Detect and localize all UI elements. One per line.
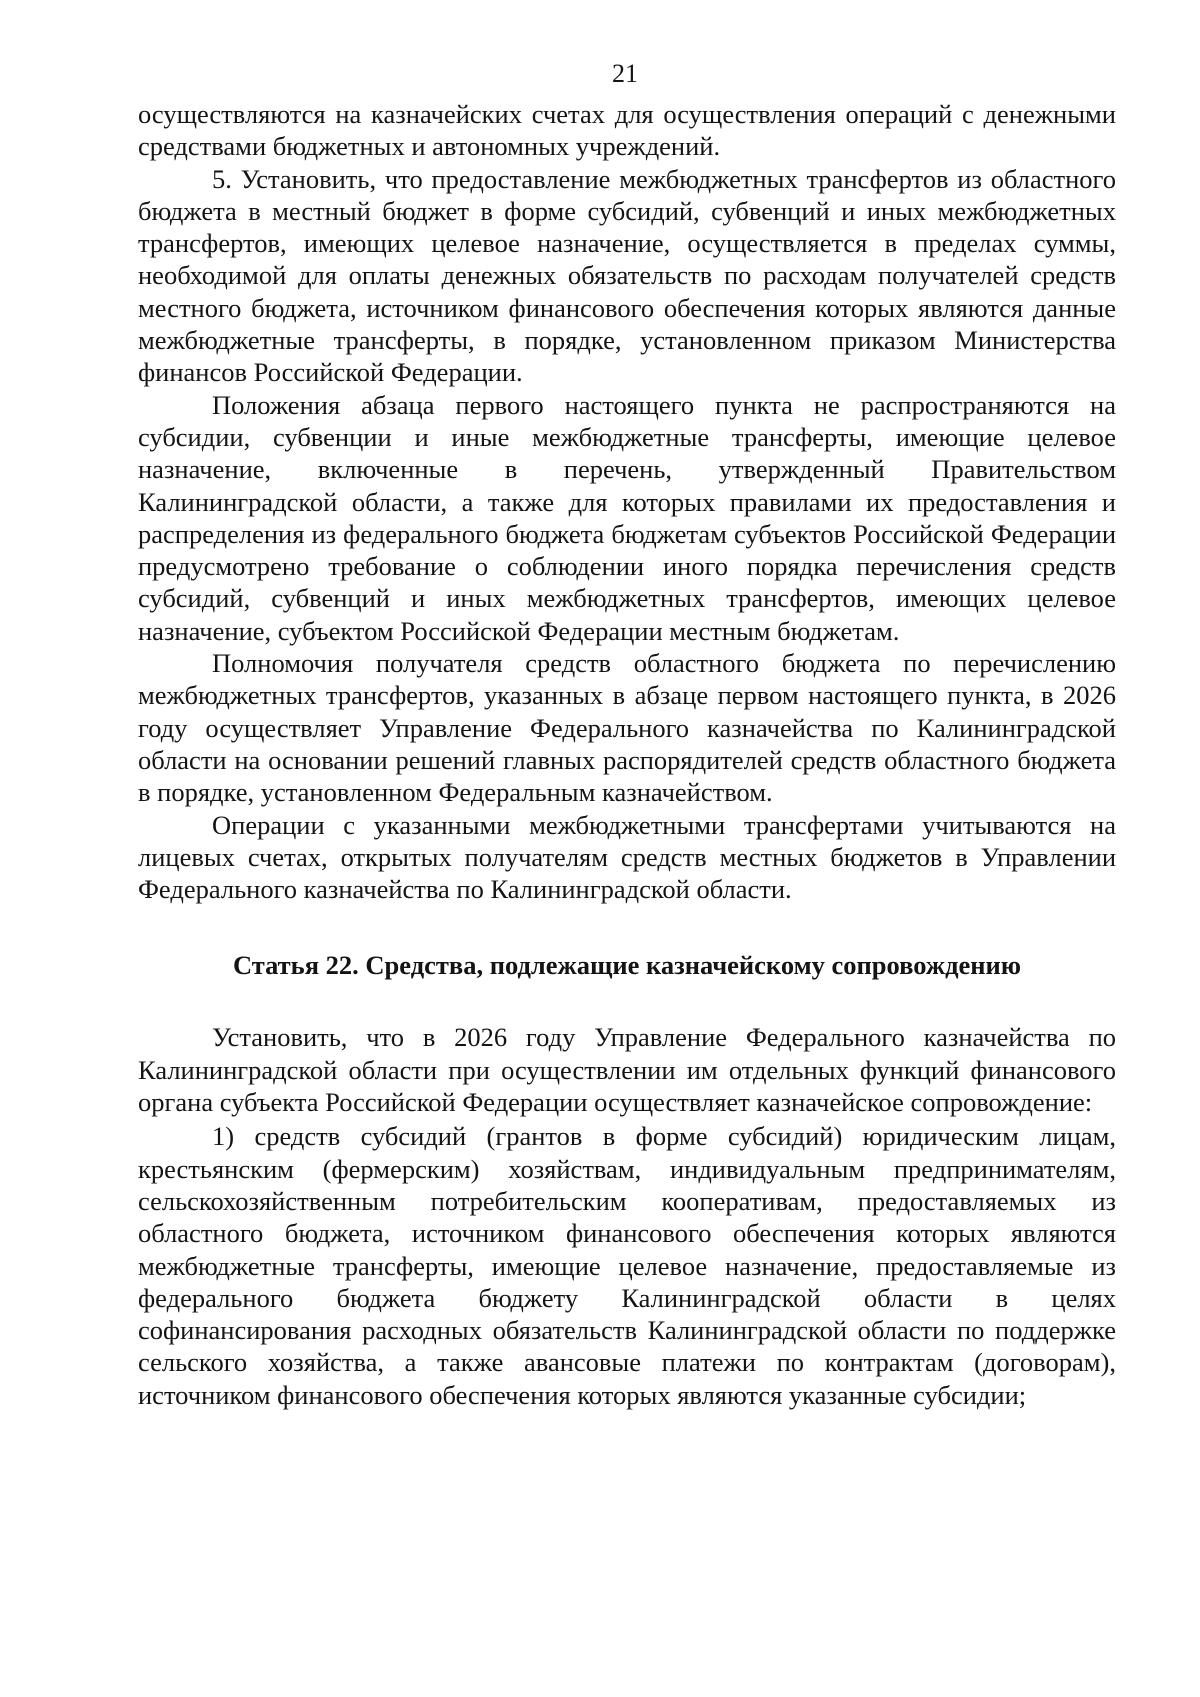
article-heading: Статья 22. Средства, подлежащие казначейскому сопровождению [232,950,1022,981]
page-number: 21 [612,59,638,88]
document-body [138,98,1116,1411]
list-item-1: 1) средств субсидий (грантов в форме субсидий) юридическим лицам, крестьянским (фермерским) хозяйствам, индивидуальным предпринимателям, сельскохозяйственным потребительским кооперативам, предоставляемых из областного бюджета, источником финансового обеспечения которых являются межбюджетные трансферты, имеющие целевое назначение, предоставляемые из федерального бюджета бюджету Калининградской области в целях софинансирования расходных обязательств Калининградской области по поддержке сельского хозяйства, а также авансовые платежи по контрактам (договорам), источником финансового обеспечения которых являются указанные субсидии; [138,1121,1116,1410]
paragraph-item-5: 5. Установить, что предоставление межбюджетных трансфертов из областного бюджета в местный бюджет в форме субсидий, субвенций и иных межбюджетных трансфертов, имеющих целевое назначение, осуществляется в пределах суммы, необходимой для оплаты денежных обязательств по расходам получателей средств местного бюджета, источником финансового обеспечения которых являются данные межбюджетные трансферты, в порядке, установленном приказом Министерства финансов Российской Федерации. [138,163,1116,388]
paragraph: Полномочия получателя средств областного бюджета по перечислению межбюджетных трансфертов, указанных в абзаце первом настоящего пункта, в 2026 году осуществляет Управление Федерального казначейства по Калининградской области на основании решений главных распорядителей средств областного бюджета в порядке, установленном Федеральным казначейством. [138,648,1116,808]
paragraph: Положения абзаца первого настоящего пункта не распространяются на субсидии, субвенции и иные межбюджетные трансферты, имеющие целевое назначение, включенные в перечень, утвержденный Правительством Калининградской области, а также для которых правилами их предоставления и распределения из федерального бюджета бюджетам субъектов Российской Федерации предусмотрено требование о соблюдении иного порядка перечисления средств субсидий, субвенций и иных межбюджетных трансфертов, имеющих целевое назначение, субъектом Российской Федерации местным бюджетам. [138,389,1116,646]
paragraph: Установить, что в 2026 году Управление Федерального казначейства по Калининградской области при осуществлении им отдельных функций финансового органа субъекта Российской Федерации осуществляет казначейское сопровождение: [138,1022,1116,1118]
paragraph: Операции с указанными межбюджетными трансфертами учитываются на лицевых счетах, открытых получателям средств местных бюджетов в Управлении Федерального казначейства по Калининградской области. [138,809,1116,905]
paragraph-continued: осуществляются на казначейских счетах для осуществления операций с денежными средствами бюджетных и автономных учреждений. [138,99,1116,162]
